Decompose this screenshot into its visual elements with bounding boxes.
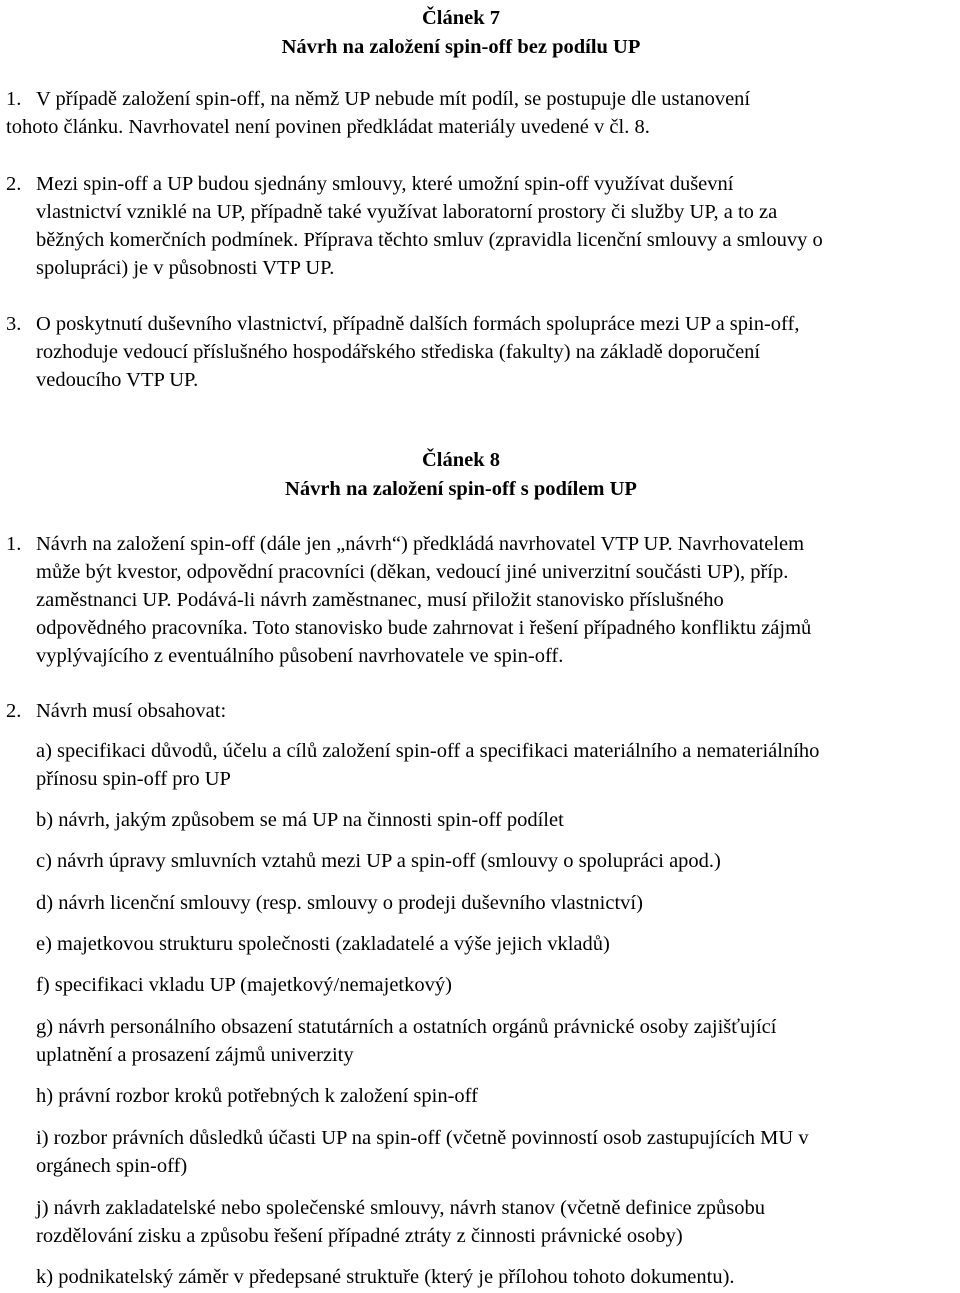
list-item-i: [36, 1124, 926, 1180]
list-item-j: [36, 1194, 926, 1250]
list-item-line: b) návrh, jakým způsobem se má UP na činnosti spin-off podílet: [36, 809, 564, 831]
paragraph-number: 1.: [6, 88, 22, 110]
list-item-f: [36, 971, 926, 999]
article-7-paragraph-2: [6, 170, 926, 282]
paragraph-line: vyplývajícího z eventuálního působení navrhovatele ve spin-off.: [36, 645, 564, 667]
paragraph-line: vedoucího VTP UP.: [36, 369, 199, 391]
list-item-c: [36, 847, 926, 875]
paragraph-number: 1.: [6, 533, 22, 555]
article-7-paragraph-1: [6, 85, 926, 141]
list-item-line: f) specifikaci vkladu UP (majetkový/nemajetkový): [36, 974, 452, 996]
list-item-line: orgánech spin-off): [36, 1155, 188, 1177]
paragraph-line: O poskytnutí duševního vlastnictví, případně dalších formách spolupráce mezi UP a spin-off,: [36, 313, 800, 335]
article-8-title: Návrh na založení spin-off s podílem UP: [285, 478, 637, 500]
list-item-line: k) podnikatelský záměr v předepsané struktuře (který je přílohou tohoto dokumentu).: [36, 1266, 735, 1288]
paragraph-line: zaměstnanci UP. Podává-li návrh zaměstnanec, musí přiložit stanovisko příslušného: [36, 589, 724, 611]
list-item-a: [36, 737, 926, 793]
article-7-number: Článek 7: [421, 7, 501, 29]
article-8-number: Článek 8: [421, 449, 501, 471]
paragraph-line: Návrh na založení spin-off (dále jen „návrh“) předkládá navrhovatel VTP UP. Navrhovatelem: [36, 533, 805, 555]
paragraph-line: Mezi spin-off a UP budou sjednány smlouvy, které umožní spin-off využívat duševní: [36, 173, 734, 195]
paragraph-line: může být kvestor, odpovědní pracovníci (děkan, vedoucí jiné univerzitní součásti UP), příp.: [36, 561, 789, 583]
list-item-k: [36, 1263, 926, 1291]
paragraph-line: Návrh musí obsahovat:: [36, 700, 227, 722]
list-item-line: d) návrh licenční smlouvy (resp. smlouvy o prodeji duševního vlastnictví): [36, 892, 643, 914]
paragraph-number: 3.: [6, 313, 22, 335]
list-item-line: přínosu spin-off pro UP: [36, 768, 231, 790]
list-item-line: uplatnění a prosazení zájmů univerzity: [36, 1044, 354, 1066]
list-item-line: h) právní rozbor kroků potřebných k založení spin-off: [36, 1085, 478, 1107]
list-item-line: rozdělování zisku a způsobu řešení případné ztráty z činnosti právnické osoby): [36, 1225, 683, 1247]
list-item-d: [36, 889, 926, 917]
list-item-g: [36, 1013, 926, 1069]
list-item-b: [36, 806, 926, 834]
list-item-h: [36, 1082, 926, 1110]
paragraph-line: rozhoduje vedoucí příslušného hospodářského střediska (fakulty) na základě doporučení: [36, 341, 761, 363]
paragraph-line: běžných komerčních podmínek. Příprava těchto smluv (zpravidla licenční smlouvy a smlouvy o: [36, 229, 823, 251]
article-7-paragraph-3: [6, 310, 926, 394]
article-8-heading: [0, 446, 922, 504]
paragraph-line: tohoto článku. Navrhovatel není povinen předkládat materiály uvedené v čl. 8.: [6, 116, 650, 138]
list-item-line: i) rozbor právních důsledků účasti UP na spin-off (včetně povinností osob zastupujících MU v: [36, 1127, 809, 1149]
list-item-e: [36, 930, 926, 958]
article-7-title: Návrh na založení spin-off bez podílu UP: [281, 36, 641, 58]
list-item-line: g) návrh personálního obsazení statutárních a ostatních orgánů právnické osoby zajišťující: [36, 1016, 777, 1038]
paragraph-line: V případě založení spin-off, na němž UP nebude mít podíl, se postupuje dle ustanovení: [36, 88, 751, 110]
paragraph-number: 2.: [6, 700, 22, 722]
list-item-line: c) návrh úpravy smluvních vztahů mezi UP a spin-off (smlouvy o spolupráci apod.): [36, 850, 721, 872]
list-item-line: j) návrh zakladatelské nebo společenské smlouvy, návrh stanov (včetně definice způsobu: [36, 1197, 766, 1219]
list-item-line: a) specifikaci důvodů, účelu a cílů založení spin-off a specifikaci materiálního a nemateriálního: [36, 740, 820, 762]
article-8-paragraph-1: [6, 530, 926, 670]
paragraph-number: 2.: [6, 173, 22, 195]
paragraph-line: spolupráci) je v působnosti VTP UP.: [36, 257, 335, 279]
list-item-line: e) majetkovou strukturu společnosti (zakladatelé a výše jejich vkladů): [36, 933, 610, 955]
article-7-heading: [0, 4, 922, 62]
paragraph-line: odpovědného pracovníka. Toto stanovisko bude zahrnovat i řešení případného konfliktu zájmů: [36, 617, 812, 639]
article-8-paragraph-2: [6, 697, 926, 725]
paragraph-line: vlastnictví vzniklé na UP, případně také využívat laboratorní prostory či služby UP, a to za: [36, 201, 778, 223]
